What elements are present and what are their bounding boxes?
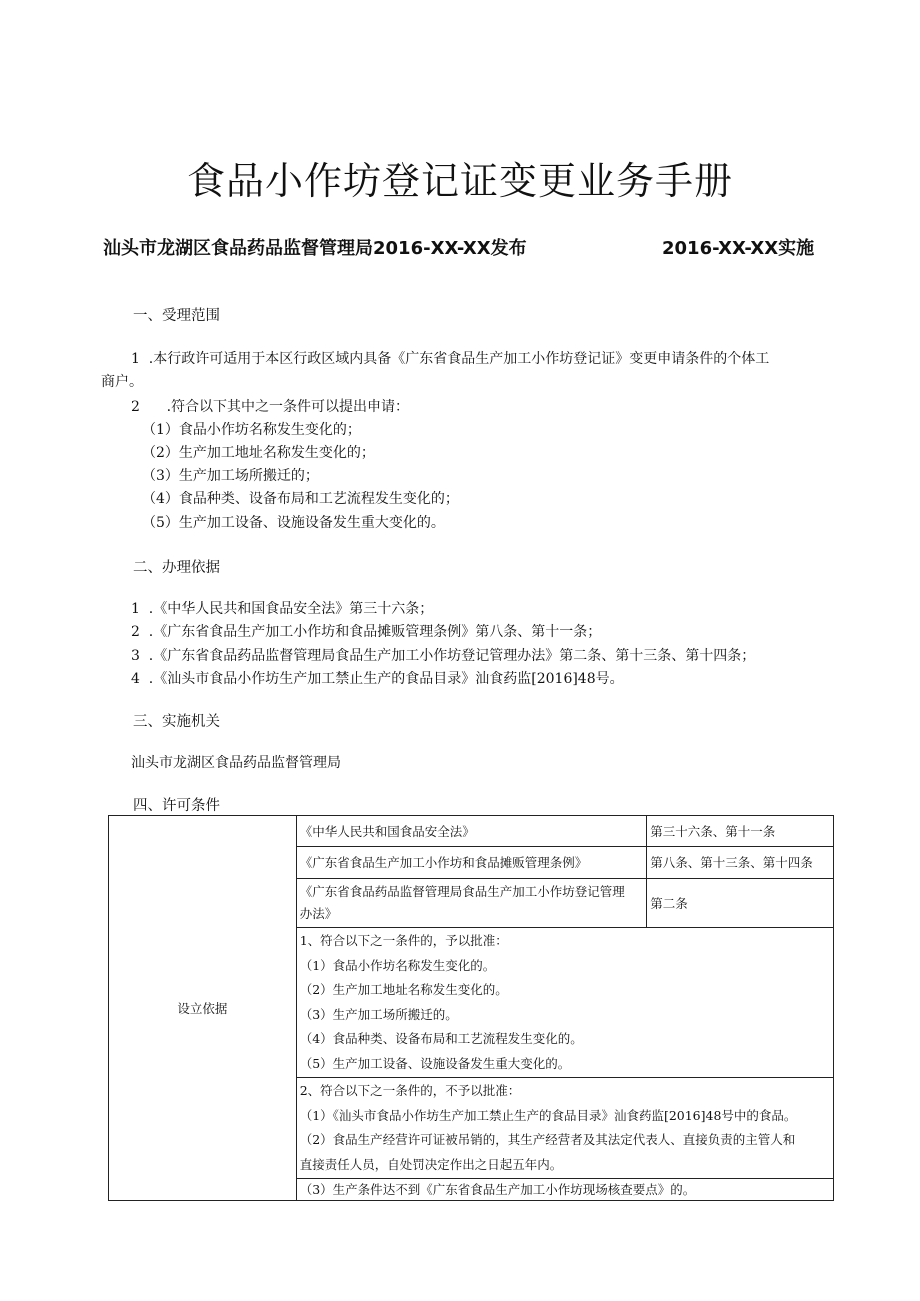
publisher-line: 汕头市龙湖区食品药品监督管理局2016-XX-XX发布 [103, 238, 527, 259]
approve-intro: 1、符合以下之一条件的，予以批准： [299, 933, 508, 948]
authority-name: 汕头市龙湖区食品药品监督管理局 [131, 755, 341, 771]
scope-condition: （1）食品小作坊名称发生变化的； [142, 422, 361, 438]
scope-item-2: 2 .符合以下其中之一条件可以提出申请： [131, 399, 410, 415]
law-articles: 第二条 [650, 895, 688, 911]
law-name: 《中华人民共和国食品安全法》 [299, 823, 475, 839]
law-articles-cell [647, 879, 834, 928]
law-name-cell [296, 816, 647, 847]
law-name: 《广东省食品生产加工小作坊和食品摊贩管理条例》 [299, 855, 588, 870]
law-articles-cell [647, 816, 834, 847]
deny-intro: 2、符合以下之一条件的，不予以批准： [299, 1083, 521, 1098]
law-name: 《广东省食品药品监督管理局食品生产加工小作坊登记管理 [299, 884, 625, 899]
law-articles: 第三十六条、第十一条 [650, 823, 776, 839]
deny-item: （3）生产条件达不到《广东省食品生产加工小作坊现场核查要点》的。 [299, 1182, 696, 1197]
law-name-cell [296, 879, 647, 928]
deny-item: （2）食品生产经营许可证被吊销的，其生产经营者及其法定代表人、直接负责的主管人和 [299, 1132, 796, 1147]
basis-item: 4 .《汕头市食品小作坊生产加工禁止生产的食品目录》汕食药监[2016]48号。 [131, 671, 624, 687]
section-heading-scope: 一、受理范围 [133, 308, 220, 324]
basis-item: 2 .《广东省食品生产加工小作坊和食品摊贩管理条例》第八条、第十一条； [131, 624, 602, 640]
deny-conditions-cell-last [296, 1179, 833, 1201]
scope-condition: （2）生产加工地址名称发生变化的； [142, 445, 375, 461]
scope-item-1: 1 .本行政许可适用于本区行政区域内具备《广东省食品生产加工小作坊登记证》变更申请条件的个体工 [131, 351, 770, 367]
scope-item-1-cont: 商户。 [101, 374, 143, 390]
section-heading-authority: 三、实施机关 [133, 714, 220, 730]
approve-item: （5）生产加工设备、设施设备发生重大变化的。 [299, 1055, 571, 1071]
approve-item: （1）食品小作坊名称发生变化的。 [299, 957, 496, 973]
basis-label: 设立依据 [177, 1000, 228, 1016]
approve-item: （2）生产加工地址名称发生变化的。 [299, 982, 508, 997]
law-articles: 第八条、第十三条、第十四条 [650, 855, 813, 870]
law-articles-cell [647, 847, 834, 879]
basis-label-cell [109, 816, 297, 1201]
scope-condition: （4）食品种类、设备布局和工艺流程发生变化的； [142, 491, 459, 507]
section-heading-basis: 二、办理依据 [133, 560, 220, 576]
effective-date: 2016-XX-XX实施 [662, 238, 815, 259]
conditions-table [108, 815, 834, 1201]
law-name-cont: 办法》 [299, 906, 338, 921]
basis-item: 1 .《中华人民共和国食品安全法》第三十六条； [131, 601, 434, 617]
deny-item: （1）《汕头市食品小作坊生产加工禁止生产的食品目录》汕食药监[2016]48号中的食品。 [299, 1107, 797, 1123]
law-name-cell [296, 847, 647, 879]
deny-item-cont: 直接责任人员，自处罚决定作出之日起五年内。 [299, 1156, 563, 1172]
section-heading-conditions: 四、许可条件 [133, 798, 220, 814]
scope-condition: （3）生产加工场所搬迁的； [142, 468, 319, 484]
scope-condition: （5）生产加工设备、设施设备发生重大变化的。 [142, 515, 445, 531]
document-title: 食品小作坊登记证变更业务手册 [186, 159, 733, 203]
approve-item: （3）生产加工场所搬迁的。 [299, 1006, 458, 1022]
approve-item: （4）食品种类、设备布局和工艺流程发生变化的。 [299, 1031, 583, 1046]
deny-conditions-cell [296, 1078, 833, 1179]
approve-conditions-cell [296, 928, 833, 1078]
basis-item: 3 .《广东省食品药品监督管理局食品生产加工小作坊登记管理办法》第二条、第十三条、第十四条； [131, 648, 756, 664]
